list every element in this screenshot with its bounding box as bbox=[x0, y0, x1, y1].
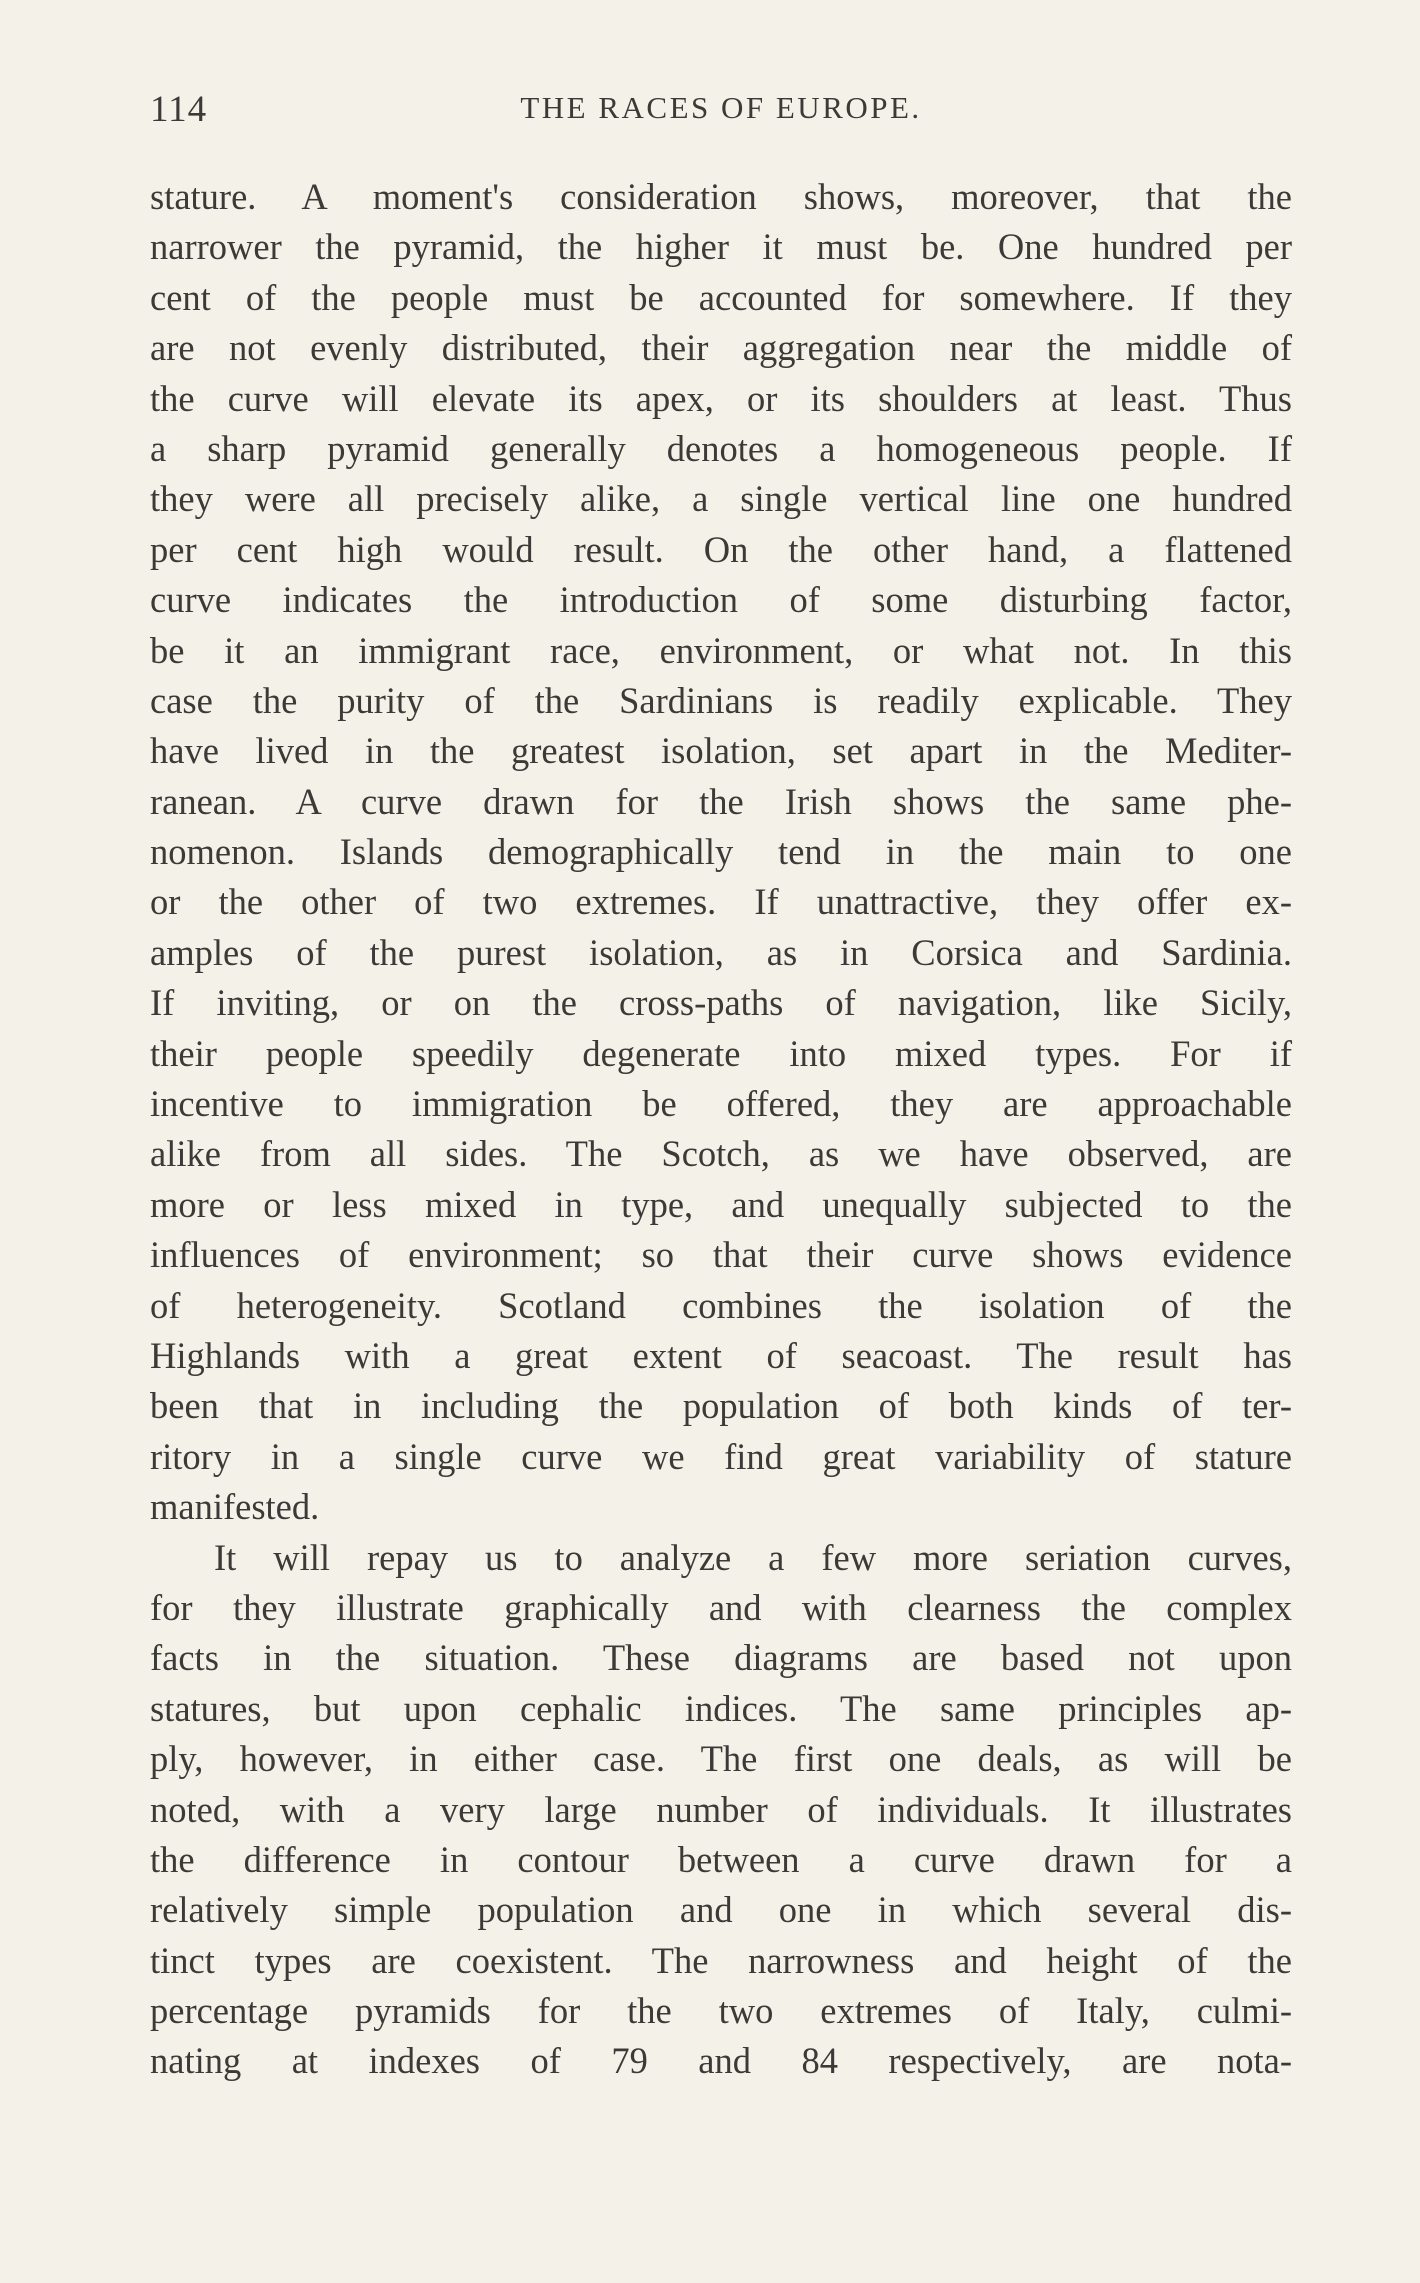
text-line: of heterogeneity. Scotland combines the isolation of the bbox=[150, 1284, 1292, 1326]
text-line: narrower the pyramid, the higher it must be. One hundred per bbox=[150, 226, 1292, 268]
text-line: nating at indexes of 79 and 84 respectively, are nota- bbox=[150, 2040, 1292, 2082]
text-line: nomenon. Islands demographically tend in the main to one bbox=[150, 831, 1292, 873]
text-line: per cent high would result. On the other hand, a flattened bbox=[150, 528, 1292, 570]
text-line: more or less mixed in type, and unequally subjected to the bbox=[150, 1183, 1292, 1225]
text-line: statures, but upon cephalic indices. The same principles ap- bbox=[150, 1687, 1292, 1729]
text-line: It will repay us to analyze a few more seriation curves, bbox=[214, 1536, 1292, 1578]
text-line: amples of the purest isolation, as in Corsica and Sardinia. bbox=[150, 931, 1292, 973]
text-line: or the other of two extremes. If unattractive, they offer ex- bbox=[150, 881, 1292, 923]
text-line: their people speedily degenerate into mixed types. For if bbox=[150, 1032, 1292, 1074]
paragraph bbox=[150, 172, 1292, 1533]
text-line: alike from all sides. The Scotch, as we have observed, are bbox=[150, 1133, 1292, 1175]
page-header bbox=[150, 88, 1292, 148]
text-line: have lived in the greatest isolation, set apart in the Mediter- bbox=[150, 730, 1292, 772]
text-line: stature. A moment's consideration shows, moreover, that the bbox=[150, 176, 1292, 217]
text-line: manifested. bbox=[150, 1486, 320, 1528]
text-line: the curve will elevate its apex, or its shoulders at least. Thus bbox=[150, 377, 1292, 419]
text-line: the difference in contour between a curve drawn for a bbox=[150, 1838, 1292, 1880]
text-line: noted, with a very large number of individuals. It illustrates bbox=[150, 1788, 1292, 1830]
text-line: cent of the people must be accounted for somewhere. If they bbox=[150, 276, 1292, 318]
text-line: tinct types are coexistent. The narrowness and height of the bbox=[150, 1939, 1292, 1981]
text-line: be it an immigrant race, environment, or what not. In this bbox=[150, 629, 1292, 671]
text-line: influences of environment; so that their curve shows evidence bbox=[150, 1234, 1292, 1276]
text-line: for they illustrate graphically and with clearness the complex bbox=[150, 1586, 1292, 1628]
text-line: relatively simple population and one in which several dis- bbox=[150, 1889, 1292, 1931]
text-line: a sharp pyramid generally denotes a homogeneous people. If bbox=[150, 427, 1292, 469]
text-line: Highlands with a great extent of seacoast. The result has bbox=[150, 1334, 1292, 1376]
text-line: curve indicates the introduction of some disturbing factor, bbox=[150, 579, 1292, 621]
text-line: ritory in a single curve we find great variability of stature bbox=[150, 1435, 1292, 1477]
text-line: ply, however, in either case. The first one deals, as will be bbox=[150, 1738, 1292, 1780]
text-line: If inviting, or on the cross-paths of navigation, like Sicily, bbox=[150, 982, 1292, 1024]
running-title: THE RACES OF EUROPE. bbox=[520, 90, 922, 125]
paragraph bbox=[150, 1533, 1292, 2087]
text-line: facts in the situation. These diagrams are based not upon bbox=[150, 1637, 1292, 1679]
text-line: incentive to immigration be offered, they are approachable bbox=[150, 1083, 1292, 1125]
text-line: case the purity of the Sardinians is readily explicable. They bbox=[150, 679, 1292, 721]
text-line: been that in including the population of both kinds of ter- bbox=[150, 1385, 1292, 1427]
text-line: ranean. A curve drawn for the Irish shows the same phe- bbox=[150, 780, 1292, 822]
text-line: they were all precisely alike, a single vertical line one hundred bbox=[150, 478, 1292, 520]
body-text bbox=[150, 172, 1292, 2087]
text-line: are not evenly distributed, their aggregation near the middle of bbox=[150, 327, 1292, 369]
page-number: 114 bbox=[150, 89, 208, 130]
text-line: percentage pyramids for the two extremes of Italy, culmi- bbox=[150, 1990, 1292, 2032]
